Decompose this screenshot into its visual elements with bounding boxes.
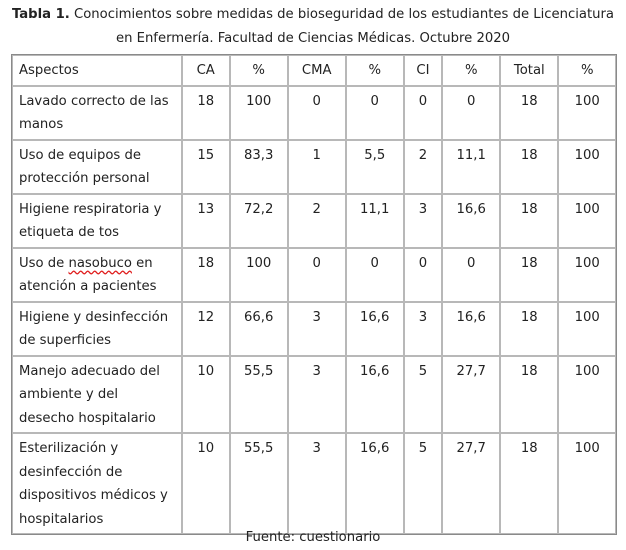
ca-pct-cell: 72,2 bbox=[230, 194, 288, 248]
ci-cell: 3 bbox=[404, 302, 442, 356]
caption-line-2: en Enfermería. Facultad de Ciencias Médicas. Octubre 2020 bbox=[115, 31, 511, 46]
spellcheck-word: nasobuco bbox=[68, 255, 132, 271]
total-cell: 18 bbox=[500, 140, 558, 194]
total-cell: 18 bbox=[500, 302, 558, 356]
ci-pct-cell: 16,6 bbox=[442, 194, 500, 248]
table-row bbox=[12, 356, 616, 434]
total-pct-cell: 100 bbox=[558, 140, 616, 194]
cma-pct-cell: 16,6 bbox=[346, 356, 404, 434]
cma-cell: 1 bbox=[288, 140, 346, 194]
header-total-pct: % bbox=[558, 55, 616, 86]
table-row bbox=[12, 140, 616, 194]
aspect-cell bbox=[12, 248, 182, 302]
ci-pct-cell: 0 bbox=[442, 86, 500, 140]
cma-pct-cell: 11,1 bbox=[346, 194, 404, 248]
knowledge-table bbox=[11, 54, 617, 535]
header-ca: CA bbox=[182, 55, 230, 86]
aspect-line: Uso de bbox=[19, 255, 65, 271]
table-row bbox=[12, 194, 616, 248]
ca-cell: 12 bbox=[182, 302, 230, 356]
total-cell: 18 bbox=[500, 86, 558, 140]
table-caption bbox=[4, 3, 622, 51]
total-pct-cell: 100 bbox=[558, 86, 616, 140]
caption-label: Tabla 1. bbox=[11, 7, 70, 22]
total-pct-cell: 100 bbox=[558, 302, 616, 356]
cma-cell: 3 bbox=[288, 356, 346, 434]
header-row bbox=[12, 55, 616, 86]
aspect-line: en bbox=[136, 255, 153, 271]
aspect-line: manos bbox=[19, 117, 64, 132]
ci-pct-cell: 0 bbox=[442, 248, 500, 302]
aspect-line: desecho hospitalario bbox=[19, 410, 156, 426]
table-row bbox=[12, 248, 616, 302]
cma-pct-cell: 16,6 bbox=[346, 433, 404, 534]
header-cma: CMA bbox=[288, 55, 346, 86]
ca-pct-cell: 55,5 bbox=[230, 433, 288, 534]
ci-pct-cell: 27,7 bbox=[442, 356, 500, 434]
aspect-line: Esterilización y bbox=[19, 441, 119, 456]
aspect-cell bbox=[12, 86, 182, 140]
cma-pct-cell: 0 bbox=[346, 248, 404, 302]
ci-cell: 0 bbox=[404, 248, 442, 302]
header-ci-pct: % bbox=[442, 55, 500, 86]
aspect-line: Higiene respiratoria y bbox=[19, 201, 162, 217]
aspect-line: Manejo adecuado del bbox=[19, 363, 160, 379]
ci-cell: 5 bbox=[404, 433, 442, 534]
cma-cell: 3 bbox=[288, 302, 346, 356]
ca-cell: 13 bbox=[182, 194, 230, 248]
aspect-line: atención a pacientes bbox=[19, 279, 157, 294]
aspect-line: etiqueta de tos bbox=[19, 225, 120, 240]
ca-pct-cell: 66,6 bbox=[230, 302, 288, 356]
ca-cell: 15 bbox=[182, 140, 230, 194]
ci-pct-cell: 16,6 bbox=[442, 302, 500, 356]
ci-cell: 0 bbox=[404, 86, 442, 140]
cma-cell: 3 bbox=[288, 433, 346, 534]
table-row bbox=[12, 86, 616, 140]
ci-cell: 5 bbox=[404, 356, 442, 434]
aspect-line: desinfección de bbox=[19, 464, 123, 480]
aspect-line: ambiente y del bbox=[19, 387, 119, 402]
ci-cell: 3 bbox=[404, 194, 442, 248]
table-row bbox=[12, 302, 616, 356]
total-cell: 18 bbox=[500, 356, 558, 434]
header-ca-pct: % bbox=[230, 55, 288, 86]
header-total: Total bbox=[500, 55, 558, 86]
aspect-cell bbox=[12, 356, 182, 434]
ca-pct-cell: 100 bbox=[230, 86, 288, 140]
ca-pct-cell: 55,5 bbox=[230, 356, 288, 434]
aspect-cell bbox=[12, 140, 182, 194]
table-row bbox=[12, 433, 616, 534]
ca-cell: 18 bbox=[182, 86, 230, 140]
caption-text-1: Conocimientos sobre medidas de bioseguridad de los estudiantes de Licenciatura bbox=[74, 7, 615, 22]
ca-cell: 10 bbox=[182, 433, 230, 534]
aspect-cell bbox=[12, 433, 182, 534]
header-aspectos: Aspectos bbox=[12, 55, 182, 86]
total-pct-cell: 100 bbox=[558, 356, 616, 434]
aspect-line: hospitalarios bbox=[19, 511, 104, 527]
ca-cell: 10 bbox=[182, 356, 230, 434]
ca-pct-cell: 83,3 bbox=[230, 140, 288, 194]
aspect-cell bbox=[12, 302, 182, 356]
total-cell: 18 bbox=[500, 194, 558, 248]
ca-cell: 18 bbox=[182, 248, 230, 302]
aspect-line: protección personal bbox=[19, 171, 150, 186]
cma-pct-cell: 0 bbox=[346, 86, 404, 140]
aspect-line: dispositivos médicos y bbox=[19, 488, 168, 503]
cma-pct-cell: 16,6 bbox=[346, 302, 404, 356]
ci-pct-cell: 27,7 bbox=[442, 433, 500, 534]
cma-cell: 0 bbox=[288, 86, 346, 140]
cma-pct-cell: 5,5 bbox=[346, 140, 404, 194]
cma-cell: 2 bbox=[288, 194, 346, 248]
table-source: Fuente: cuestionario bbox=[245, 530, 381, 545]
aspect-line: Lavado correcto de las bbox=[19, 93, 169, 109]
header-ci: CI bbox=[404, 55, 442, 86]
cma-cell: 0 bbox=[288, 248, 346, 302]
aspect-cell bbox=[12, 194, 182, 248]
aspect-line: Higiene y desinfección bbox=[19, 309, 169, 325]
header-cma-pct: % bbox=[346, 55, 404, 86]
aspect-line: Uso de equipos de bbox=[19, 147, 141, 163]
total-cell: 18 bbox=[500, 248, 558, 302]
ci-pct-cell: 11,1 bbox=[442, 140, 500, 194]
aspect-line: de superficies bbox=[19, 333, 112, 348]
total-pct-cell: 100 bbox=[558, 248, 616, 302]
total-pct-cell: 100 bbox=[558, 194, 616, 248]
ci-cell: 2 bbox=[404, 140, 442, 194]
caption-line-1 bbox=[4, 3, 622, 27]
total-pct-cell: 100 bbox=[558, 433, 616, 534]
total-cell: 18 bbox=[500, 433, 558, 534]
ca-pct-cell: 100 bbox=[230, 248, 288, 302]
